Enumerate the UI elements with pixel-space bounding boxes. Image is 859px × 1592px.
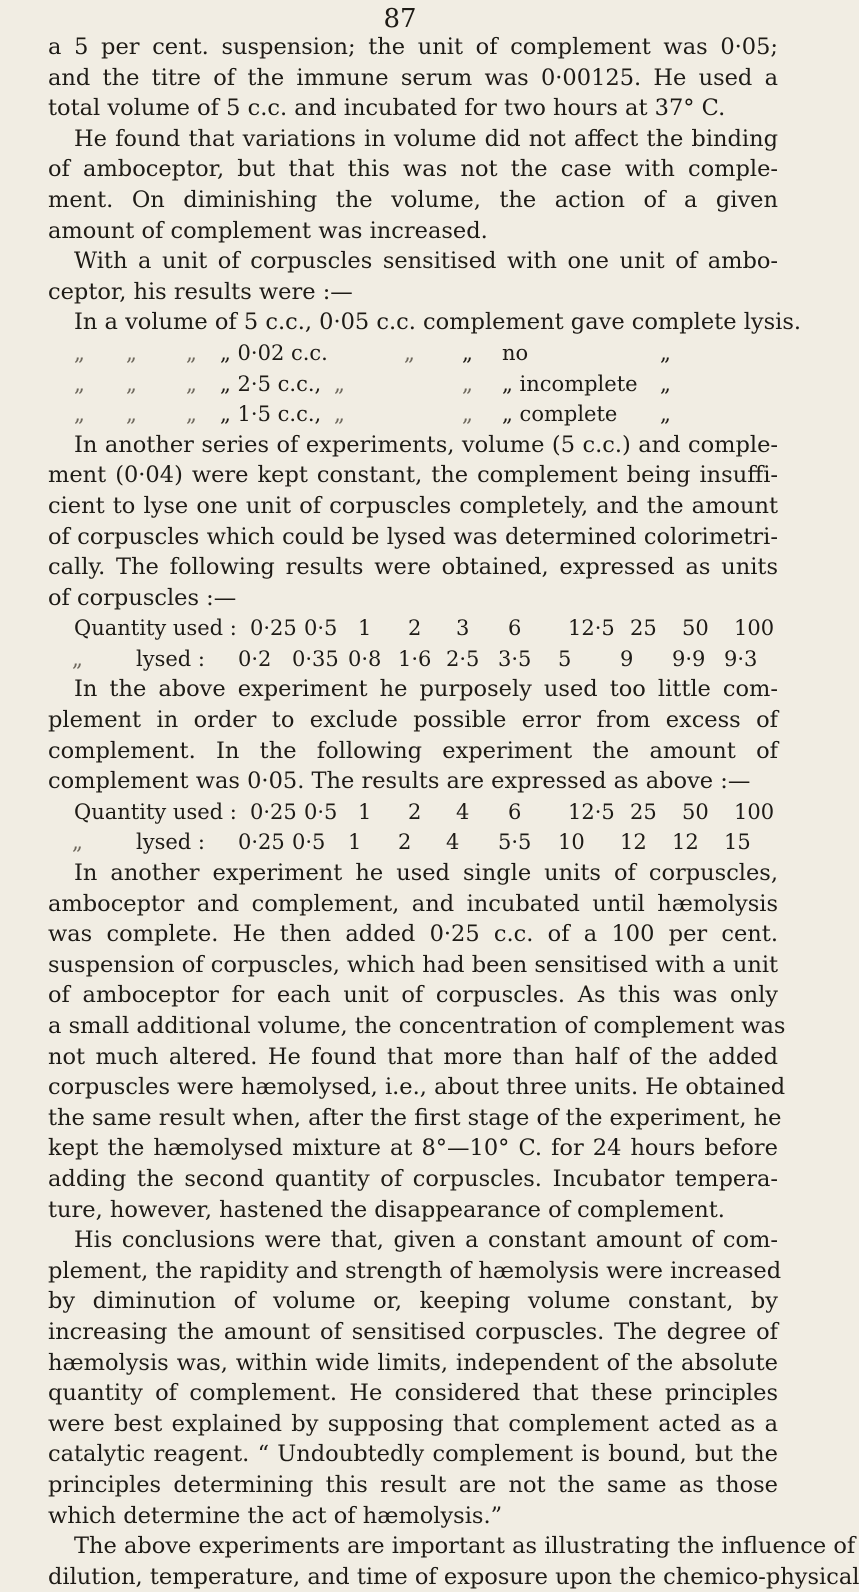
quantity-value: 6	[508, 616, 522, 641]
results-row	[48, 399, 778, 430]
quantity-value: 100	[734, 616, 775, 641]
text-line: of amboceptor, but that this was not the case with comple-	[48, 156, 778, 183]
text-line: plement in order to exclude possible error from excess of	[48, 707, 778, 734]
text-line: complement. In the following experiment the amount of	[48, 737, 778, 764]
quantity-value: 0·25	[250, 616, 297, 641]
text-line: With a unit of corpuscles sensitised with one unit of ambo-	[74, 248, 778, 275]
results-row	[48, 369, 778, 400]
ditto-mark: „	[660, 371, 671, 396]
text-line: corpuscles were hæmolysed, i.e., about three units. He obtained	[48, 1074, 786, 1101]
text-line: In another series of experiments, volume (5 c.c.) and comple-	[74, 431, 778, 458]
ditto-mark: „	[660, 340, 671, 365]
lysed-value: 5·5	[498, 830, 532, 855]
text-line: The above experiments are important as illustrating the influence of	[74, 1533, 856, 1560]
text-line: ceptor, his results were :—	[48, 278, 353, 305]
ditto-mark: „	[334, 371, 345, 396]
quantity-value: 0·5	[304, 799, 338, 824]
text-line: total volume of 5 c.c. and incubated for two hours at 37° C.	[48, 95, 726, 122]
lysed-value: 12	[620, 830, 647, 855]
lysed-value: 2·5	[446, 646, 480, 671]
ditto-mark: „	[72, 646, 83, 671]
ditto-mark	[404, 369, 462, 400]
text-line: dilution, temperature, and time of exposure upon the chemico-physical	[48, 1563, 859, 1590]
ditto-mark: „	[462, 402, 473, 427]
text-line: of amboceptor for each unit of corpuscles. As this was only	[48, 982, 778, 1009]
text-line: cally. The following results were obtained, expressed as units	[48, 554, 778, 581]
lysis-result: no	[502, 340, 529, 365]
ditto-mark: „	[660, 402, 671, 427]
ditto-mark	[404, 399, 462, 430]
quantity-value: 0·5	[304, 616, 338, 641]
volume-value: „ 0·02 c.c.	[220, 340, 328, 365]
text-line: of corpuscles which could be lysed was determined colorimetri-	[48, 523, 778, 550]
lysed-value: 15	[724, 830, 751, 855]
ditto-mark: „	[404, 340, 415, 365]
lysed-value: 10	[558, 830, 585, 855]
text-line: of corpuscles :—	[48, 584, 237, 611]
text-line: adding the second quantity of corpuscles. Incubator tempera-	[48, 1165, 778, 1192]
text-line: suspension of corpuscles, which had been sensitised with a unit	[48, 951, 779, 978]
text-line: cient to lyse one unit of corpuscles completely, and the amount	[48, 492, 778, 519]
lysis-result: „ incomplete	[502, 371, 638, 396]
quantity-used-row	[48, 613, 778, 644]
results-row	[48, 338, 778, 369]
text-line: a small additional volume, the concentration of complement was	[48, 1013, 786, 1039]
ditto-mark: „	[74, 371, 85, 396]
text-line: increasing the amount of sensitised corpuscles. The degree of	[48, 1318, 778, 1345]
quantity-value: 2	[408, 616, 422, 641]
lysed-value: 0·25	[238, 830, 285, 855]
lysed-row	[48, 644, 778, 675]
text-line: His conclusions were that, given a constant amount of com-	[74, 1227, 778, 1254]
ditto-mark	[334, 338, 404, 369]
text-line: He found that variations in volume did not affect the binding	[74, 125, 778, 152]
quantity-value: 12·5	[568, 616, 615, 641]
text-line: the same result when, after the first stage of the experiment, he	[48, 1104, 782, 1131]
lysed-value: 4	[446, 830, 460, 855]
volume-value: „ 1·5 c.c.,	[220, 402, 322, 427]
text-line: not much altered. He found that more than half of the added	[48, 1043, 778, 1070]
ditto-mark: „	[74, 340, 85, 365]
quantity-used-label: Quantity used :	[74, 799, 237, 824]
text-line: quantity of complement. He considered that these principles	[48, 1380, 778, 1407]
ditto-mark: „	[74, 402, 85, 427]
text-line: ment. On diminishing the volume, the action of a given	[48, 186, 778, 213]
page-number: 87	[383, 4, 417, 34]
ditto-mark: „	[186, 402, 197, 427]
quantity-value: 25	[630, 616, 657, 641]
quantity-used-label: Quantity used :	[74, 616, 237, 641]
ditto-mark: „	[462, 371, 473, 396]
text-line: kept the hæmolysed mixture at 8°—10° C. for 24 hours before	[48, 1135, 778, 1162]
text-line: was complete. He then added 0·25 c.c. of a 100 per cent.	[48, 921, 778, 948]
ditto-mark: „	[186, 371, 197, 396]
lysed-value: 9·9	[672, 646, 706, 671]
quantity-value: 100	[734, 799, 775, 824]
lysed-value: 2	[398, 830, 412, 855]
quantity-value: 0·25	[250, 799, 297, 824]
volume-value: „ 2·5 c.c.,	[220, 371, 322, 396]
quantity-value: 4	[456, 799, 470, 824]
quantity-value: 1	[358, 616, 372, 641]
ditto-mark: „	[126, 402, 137, 427]
lysed-value: 1·6	[398, 646, 432, 671]
quantity-value: 3	[456, 616, 470, 641]
lysed-value: 0·8	[348, 646, 382, 671]
lysed-label: lysed :	[136, 830, 205, 855]
lysed-value: 9·3	[724, 646, 758, 671]
ditto-mark: „	[334, 402, 345, 427]
text-line: ture, however, hastened the disappearance of complement.	[48, 1196, 725, 1223]
text-line: catalytic reagent. “ Undoubtedly complement is bound, but the	[48, 1441, 778, 1468]
text-line: complement was 0·05. The results are expressed as above :—	[48, 768, 751, 795]
ditto-mark: „	[126, 340, 137, 365]
text-line: principles determining this result are not the same as those	[48, 1471, 778, 1498]
quantity-value: 50	[682, 616, 709, 641]
text-line: plement, the rapidity and strength of hæmolysis were increased	[48, 1257, 782, 1284]
text-line: ment (0·04) were kept constant, the complement being insuffi-	[48, 462, 778, 489]
text-line: amboceptor and complement, and incubated until hæmolysis	[48, 890, 778, 917]
lysed-value: 12	[672, 830, 699, 855]
results-first-line: In a volume of 5 c.c., 0·05 c.c. complement gave complete lysis.	[74, 309, 802, 336]
body-text	[48, 32, 859, 1592]
quantity-value: 50	[682, 799, 709, 824]
lysed-value: 9	[620, 646, 634, 671]
quantity-value: 12·5	[568, 799, 615, 824]
lysed-row	[48, 827, 778, 858]
lysed-value: 0·2	[238, 646, 272, 671]
ditto-mark: „	[72, 830, 83, 855]
text-line: In the above experiment he purposely used too little com-	[74, 676, 778, 703]
lysed-value: 5	[558, 646, 572, 671]
text-line: by diminution of volume or, keeping volume constant, by	[48, 1288, 778, 1315]
text-line: and the titre of the immune serum was 0·00125. He used a	[48, 64, 778, 91]
text-line: were best explained by supposing that complement acted as a	[48, 1410, 778, 1437]
quantity-value: 2	[408, 799, 422, 824]
lysed-value: 3·5	[498, 646, 532, 671]
text-line: hæmolysis was, within wide limits, independent of the absolute	[48, 1349, 778, 1376]
lysed-label: lysed :	[136, 646, 205, 671]
quantity-value: 1	[358, 799, 372, 824]
ditto-mark: „	[126, 371, 137, 396]
lysed-value: 1	[348, 830, 362, 855]
ditto-mark: „	[186, 340, 197, 365]
text-line: In another experiment he used single units of corpuscles,	[74, 860, 778, 887]
lysed-value: 0·35	[292, 646, 339, 671]
quantity-value: 25	[630, 799, 657, 824]
ditto-mark: „	[462, 340, 473, 365]
quantity-value: 6	[508, 799, 522, 824]
text-line: which determine the act of hæmolysis.”	[48, 1502, 503, 1529]
text-line: amount of complement was increased.	[48, 217, 488, 244]
lysis-result: „ complete	[502, 402, 618, 427]
quantity-used-row	[48, 797, 778, 828]
lysed-value: 0·5	[292, 830, 326, 855]
text-line: a 5 per cent. suspension; the unit of complement was 0·05;	[48, 34, 778, 60]
